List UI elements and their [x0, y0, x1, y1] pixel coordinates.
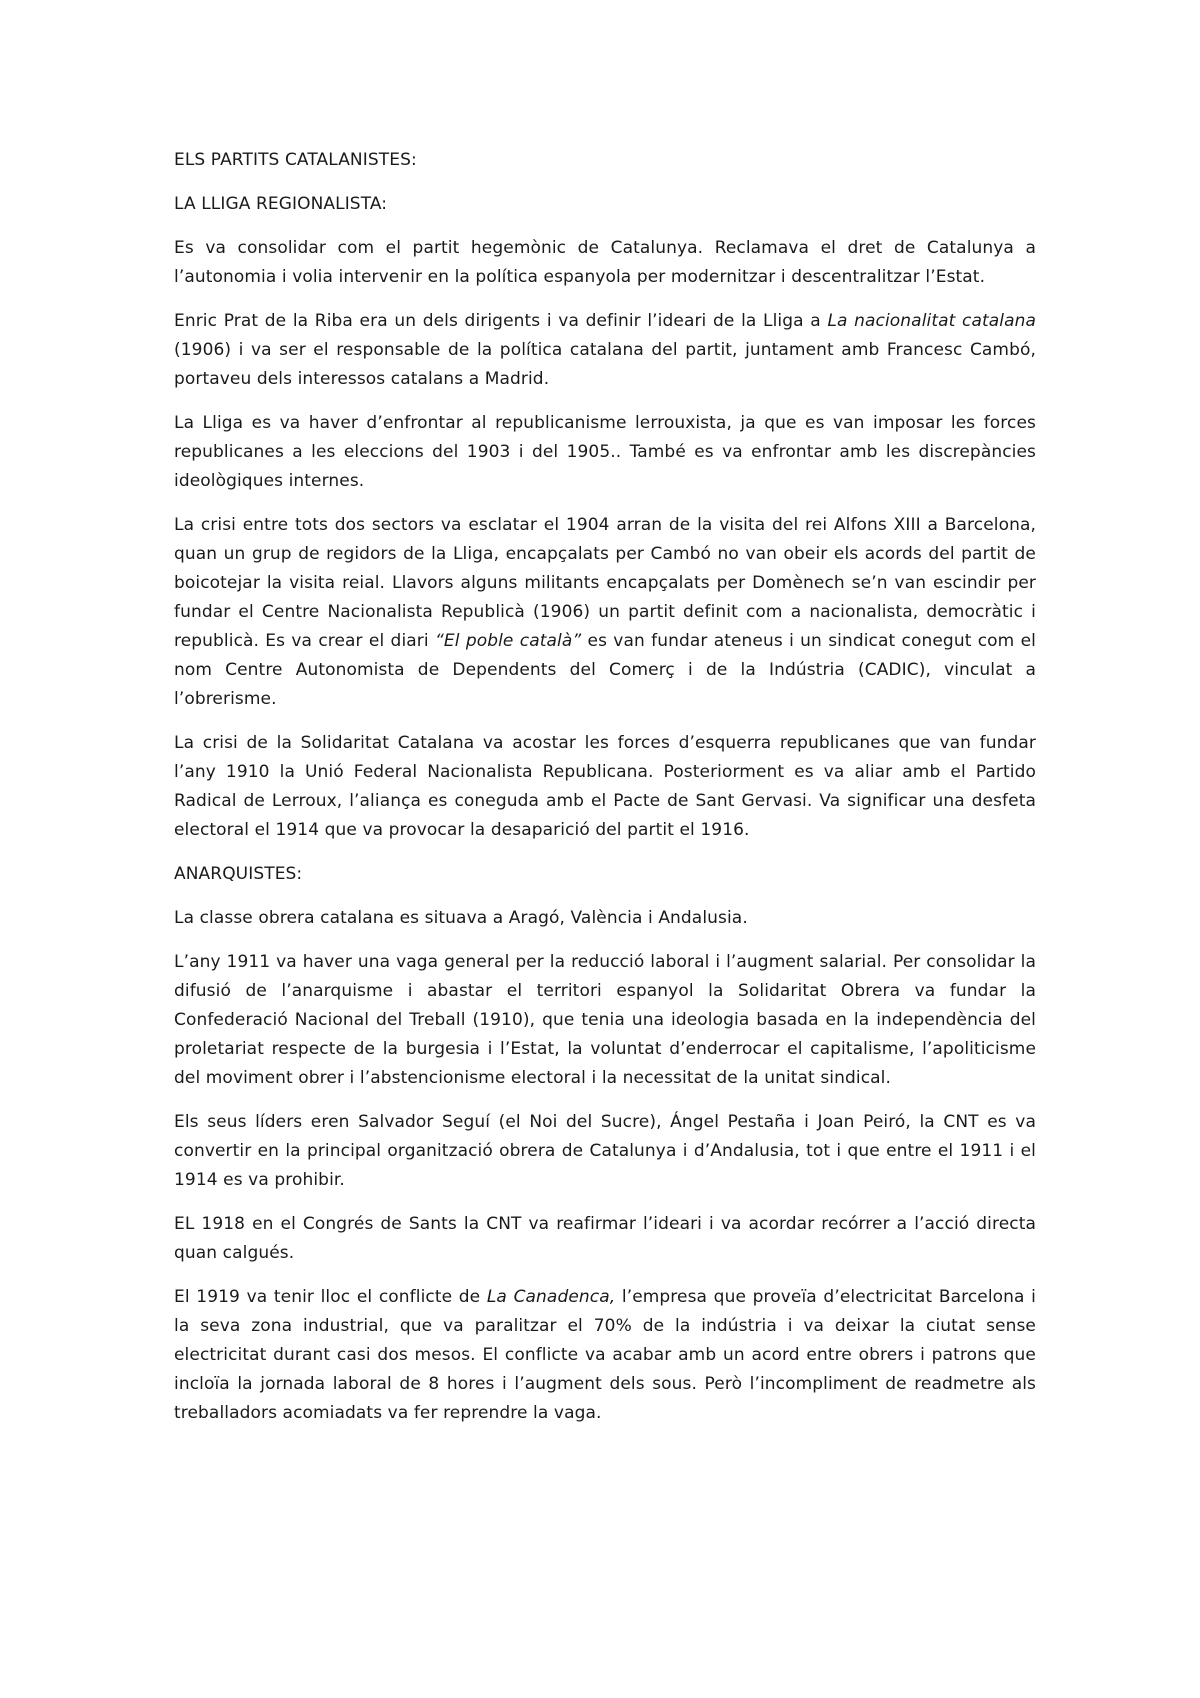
paragraph-2-text-a: Enric Prat de la Riba era un dels dirigents i va definir l’ideari de la Lliga a: [174, 311, 828, 331]
paragraph-5: La crisi de la Solidaritat Catalana va acostar les forces d’esquerra republicanes que van fundar l’any 1910 la Unió Federal Nacionalista Republicana. Posteriorment es va aliar amb el Partido Radical de Lerroux, l’aliança es coneguda amb el Pacte de Sant Gervasi. Va significar una desfeta electoral el 1914 que va provocar la desaparició del partit el 1916.: [174, 733, 1036, 840]
paragraph-4: [174, 511, 1036, 714]
paragraph-10-text-a: El 1919 va tenir lloc el conflicte de: [174, 1287, 487, 1307]
paragraph-10-text-b: l’empresa que proveïa d’electricitat Barcelona i la seva zona industrial, que va paralitzar el 70% de la indústria i va deixar la ciutat sense electricitat durant casi dos mesos. El conflicte va acabar amb un acord entre obrers i patrons que incloïa la jornada laboral de 8 hores i l’augment dels sous. Però l’incompliment de readmetre als treballadors acomiadats va fer reprendre la vaga.: [174, 1287, 1036, 1423]
paragraph-4-text-a: La crisi entre tots dos sectors va esclatar el 1904 arran de la visita del rei Alfons XIII a Barcelona, quan un grup de regidors de la Lliga, encapçalats per Cambó no van obeir els acords del partit de boicotejar la visita reial. Llavors alguns militants encapçalats per Domènech se’n van escindir per fundar el Centre Nacionalista Republicà (1906) un partit definit com a nacionalista, democràtic i republicà. Es va crear el diari: [174, 515, 1036, 651]
paragraph-6: La classe obrera catalana es situava a Aragó, València i Andalusia.: [174, 908, 748, 928]
section-title-partits-catalanistes: ELS PARTITS CATALANISTES:: [174, 150, 417, 170]
paragraph-4-text-b: es van fundar ateneus i un sindicat conegut com el nom Centre Autonomista de Dependents del Comerç i de la Indústria (CADIC), vinculat a l’obrerisme.: [174, 631, 1036, 709]
paragraph-3: La Lliga es va haver d’enfrontar al republicanisme lerrouxista, ja que es van imposar les forces republicanes a les eleccions del 1903 i del 1905.. També es va enfrontar amb les discrepàncies ideològiques internes.: [174, 413, 1036, 491]
paragraph-8: Els seus líders eren Salvador Seguí (el Noi del Sucre), Ángel Pestaña i Joan Peiró, la CNT es va convertir en la principal organització obrera de Catalunya i d’Andalusia, tot i que entre el 1911 i el 1914 es va prohibir.: [174, 1112, 1036, 1190]
paragraph-10-italic-title: La Canadenca,: [486, 1287, 616, 1307]
document-page: [174, 146, 1036, 1443]
section-title-anarquistes: ANARQUISTES:: [174, 864, 303, 884]
paragraph-2-italic-title: La nacionalitat catalana: [827, 311, 1036, 331]
paragraph-7: L’any 1911 va haver una vaga general per la reducció laboral i l’augment salarial. Per consolidar la difusió de l’anarquisme i abastar el territori espanyol la Solidaritat Obrera va fundar la Confederació Nacional del Treball (1910), que tenia una ideologia basada en la independència del proletariat respecte de la burgesia i l’Estat, la voluntat d’enderrocar el capitalisme, l’apoliticisme del moviment obrer i l’abstencionisme electoral i la necessitat de la unitat sindical.: [174, 952, 1036, 1088]
paragraph-1: Es va consolidar com el partit hegemònic de Catalunya. Reclamava el dret de Catalunya a l’autonomia i volia intervenir en la política espanyola per modernitzar i descentralitzar l’Estat.: [174, 238, 1036, 287]
subsection-title-lliga-regionalista: LA LLIGA REGIONALISTA:: [174, 194, 388, 214]
paragraph-10: [174, 1283, 1036, 1428]
paragraph-4-italic-title: “El poble català”: [434, 631, 582, 651]
paragraph-2: [174, 307, 1036, 394]
paragraph-2-text-b: (1906) i va ser el responsable de la política catalana del partit, juntament amb Francesc Cambó, portaveu dels interessos catalans a Madrid.: [174, 340, 1036, 389]
paragraph-9: EL 1918 en el Congrés de Sants la CNT va reafirmar l’ideari i va acordar recórrer a l’acció directa quan calgués.: [174, 1214, 1036, 1263]
